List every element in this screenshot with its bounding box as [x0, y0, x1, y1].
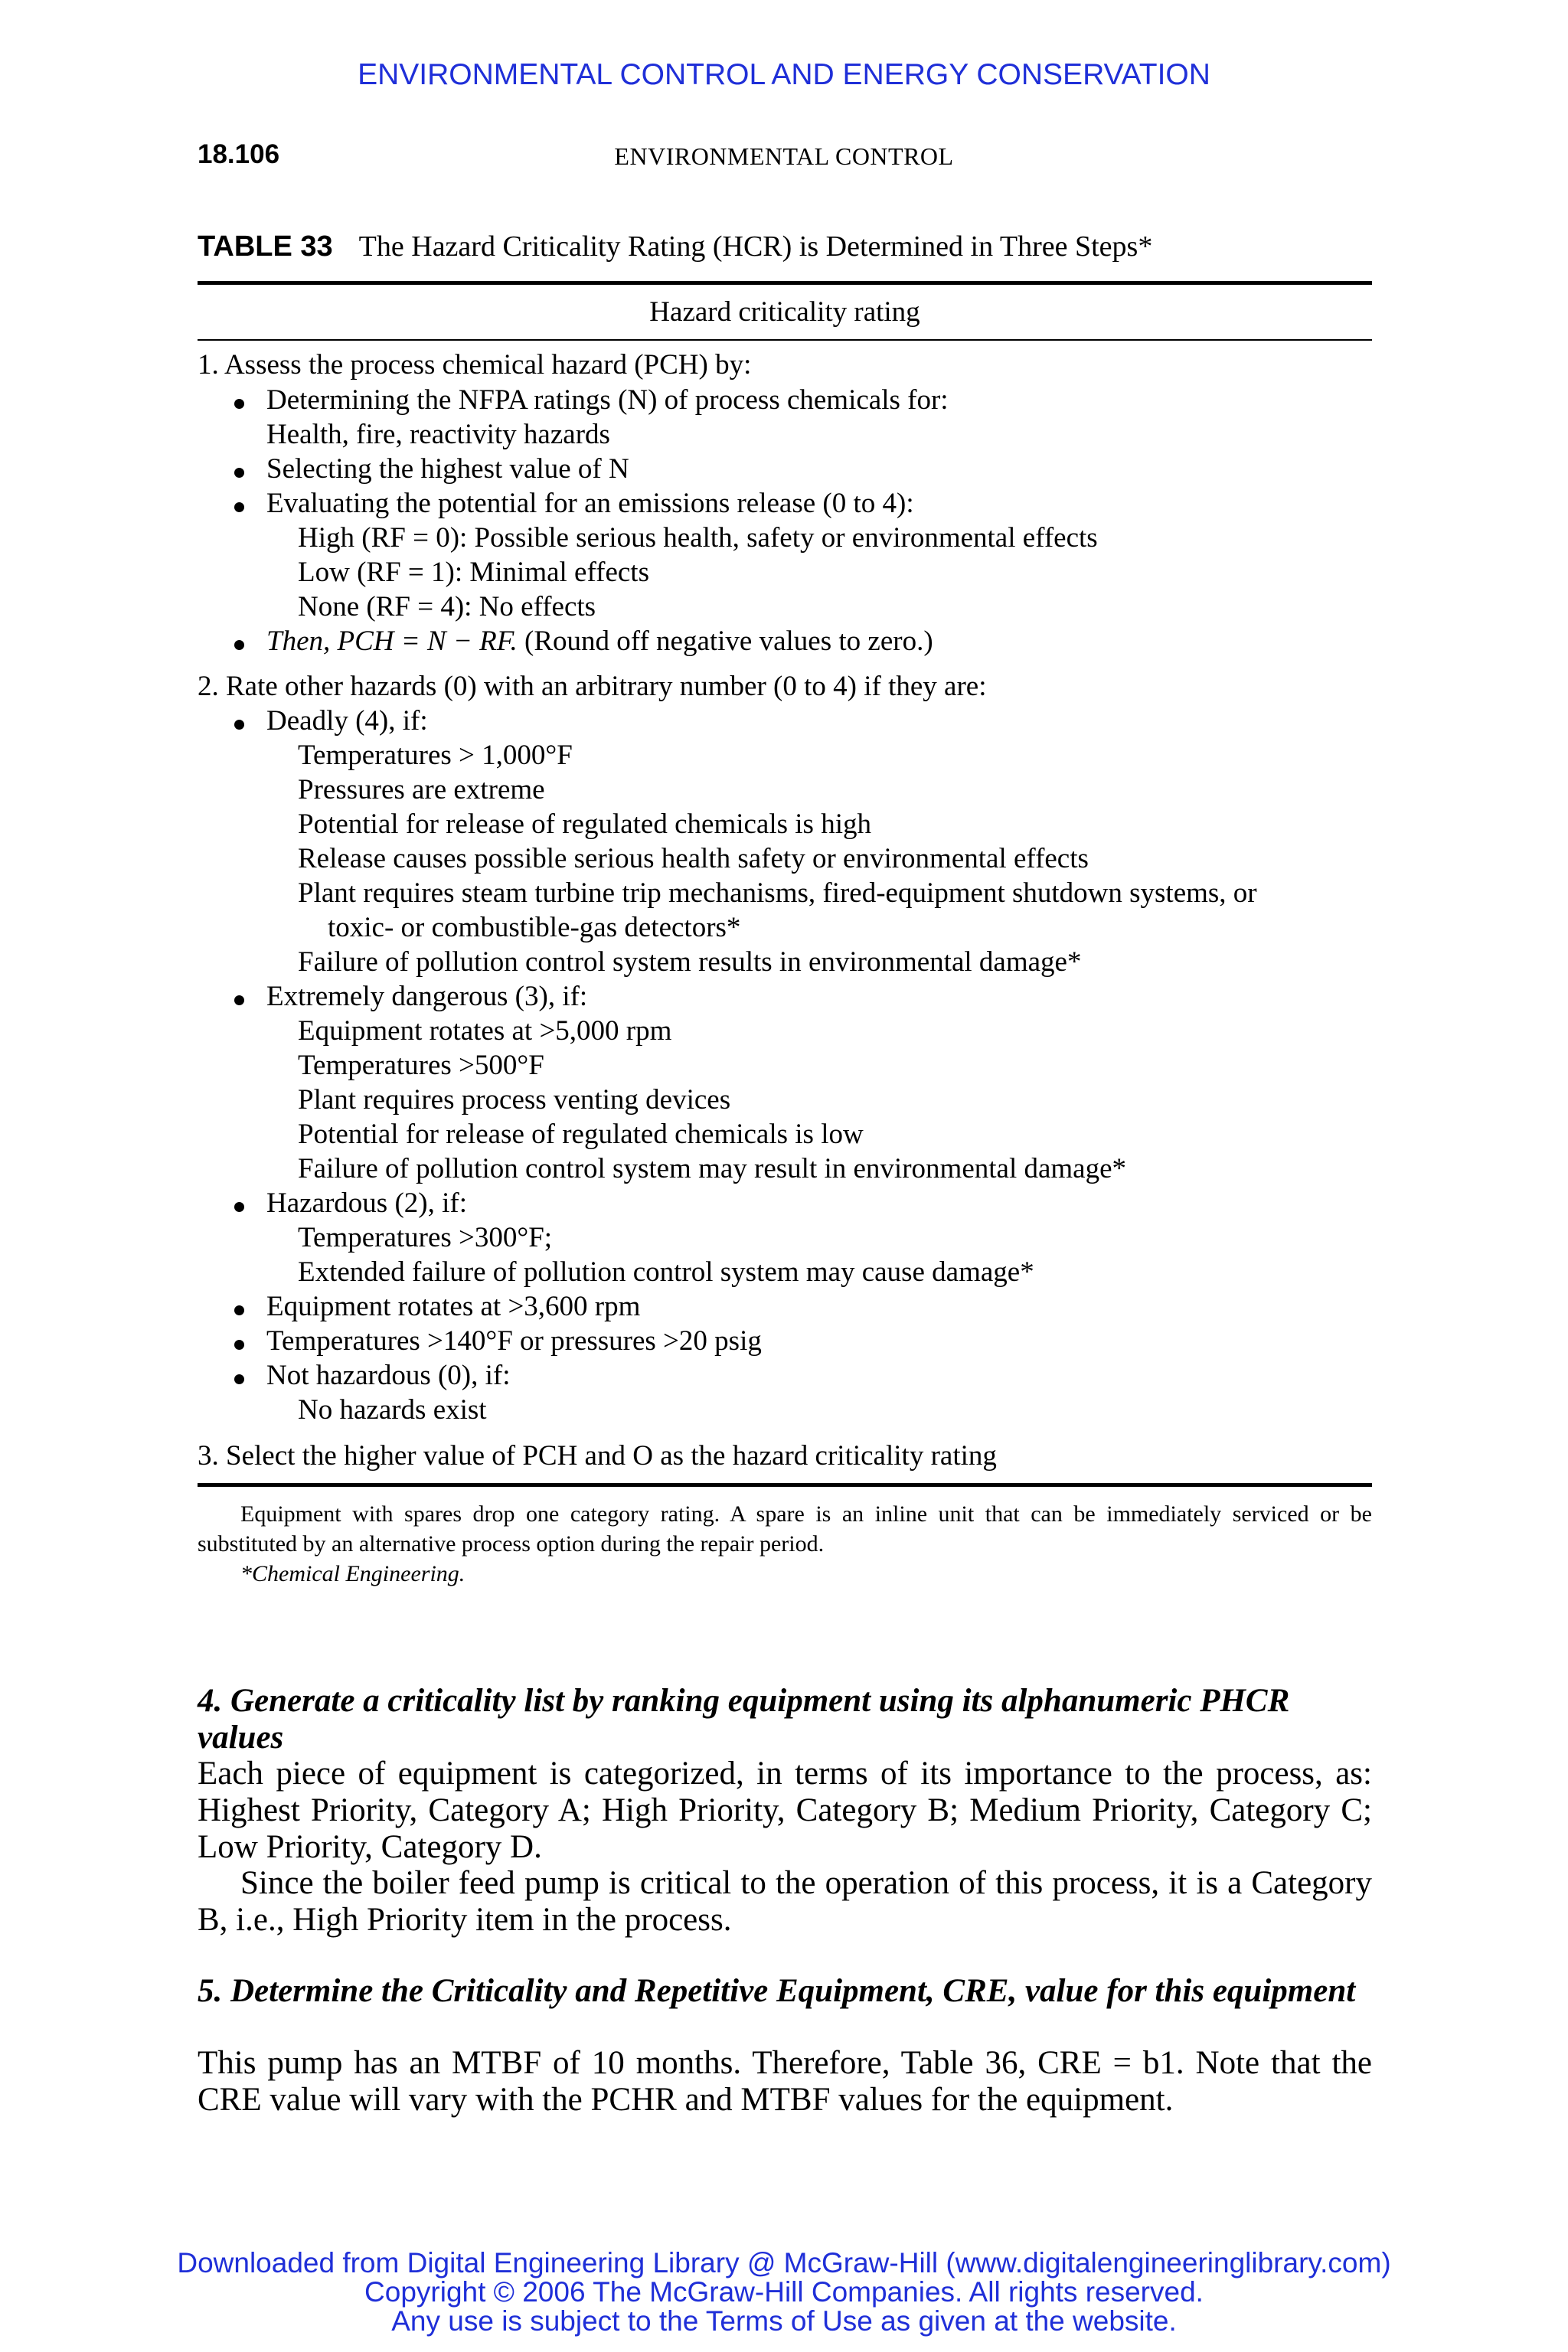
step-4-heading: 4. Generate a criticality list by ranking equipment using its alphanumeric PHCR values — [198, 1683, 1290, 1756]
bullet-icon — [234, 1305, 244, 1315]
footer-download-line: Downloaded from Digital Engineering Library @ McGraw-Hill (www.digitalengineeringlibrary.com) — [177, 2247, 1391, 2278]
table-row: toxic- or combustible-gas detectors* — [328, 912, 741, 943]
step-5-paragraph-1: This pump has an MTBF of 10 months. Therefore, Table 36, CRE = b1. Note that the CRE value will vary with the PCHR and MTBF values for the equipment. — [198, 2045, 1372, 2118]
table-label: TABLE 33 — [198, 230, 333, 263]
table-header-rule — [198, 339, 1372, 341]
table-row: Selecting the highest value of N — [266, 453, 629, 485]
bullet-icon — [234, 720, 244, 730]
table-row: None (RF = 4): No effects — [298, 591, 596, 622]
bullet-icon — [234, 1374, 244, 1384]
bullet-icon — [234, 995, 244, 1005]
step-5-heading: 5. Determine the Criticality and Repetitive Equipment, CRE, value for this equipment — [198, 1973, 1356, 2009]
table-row: Temperatures > 1,000°F — [298, 740, 573, 771]
table-row — [266, 624, 933, 658]
table-row: Plant requires process venting devices — [298, 1084, 731, 1116]
table-caption — [198, 230, 1152, 263]
table-row: Evaluating the potential for an emissions release (0 to 4): — [266, 488, 914, 519]
table-row: Temperatures >300°F; — [298, 1222, 553, 1253]
table-row: 1. Assess the process chemical hazard (PCH) by: — [198, 349, 752, 381]
bullet-icon — [234, 1202, 244, 1212]
footer-terms-line: Any use is subject to the Terms of Use as given at the website. — [391, 2305, 1177, 2337]
table-row: Equipment rotates at >3,600 rpm — [266, 1291, 641, 1322]
table-row: Not hazardous (0), if: — [266, 1360, 511, 1391]
table-title: The Hazard Criticality Rating (HCR) is Determined in Three Steps* — [358, 230, 1153, 263]
table-row: Extremely dangerous (3), if: — [266, 981, 588, 1012]
bullet-icon — [234, 502, 244, 512]
step-4-paragraph-2: Since the boiler feed pump is critical to the operation of this process, it is a Category B, i.e., High Priority item in the process. — [198, 1865, 1372, 1938]
bullet-icon — [234, 640, 244, 650]
table-row: Failure of pollution control system results in environmental damage* — [298, 946, 1082, 978]
table-row: Potential for release of regulated chemicals is high — [298, 808, 871, 840]
table-row: High (RF = 0): Possible serious health, safety or environmental effects — [298, 522, 1098, 554]
table-source: *Chemical Engineering. — [240, 1561, 466, 1586]
table-row: Hazardous (2), if: — [266, 1187, 467, 1219]
bullet-icon — [234, 399, 244, 409]
table-top-rule — [198, 281, 1372, 285]
table-row: Potential for release of regulated chemicals is low — [298, 1119, 864, 1150]
table-row: Release causes possible serious health safety or environmental effects — [298, 843, 1089, 874]
bullet-icon — [234, 1340, 244, 1350]
table-footnote: Equipment with spares drop one category rating. A spare is an inline unit that can be immediately serviced or be substituted by an alternative process option during the repair period. — [198, 1501, 1372, 1557]
table-row: Failure of pollution control system may result in environmental damage* — [298, 1153, 1127, 1184]
step-4-paragraph-1: Each piece of equipment is categorized, in terms of its importance to the process, as: Highest Priority, Category A; High Priority, Category B; Medium Priority, Category C; Low Priority, Category D. — [198, 1756, 1372, 1865]
pch-formula: Then, PCH = N − RF. — [266, 626, 518, 657]
table-row: Extended failure of pollution control system may cause damage* — [298, 1256, 1034, 1288]
table-row: Determining the NFPA ratings (N) of process chemicals for: — [266, 384, 949, 416]
table-row: Pressures are extreme — [298, 774, 545, 805]
table-row: Equipment rotates at >5,000 rpm — [298, 1015, 672, 1047]
footer-copyright-line: Copyright © 2006 The McGraw-Hill Companies. All rights reserved. — [364, 2276, 1204, 2308]
bullet-icon — [234, 468, 244, 478]
table-row: Deadly (4), if: — [266, 705, 428, 737]
table-row: Temperatures >140°F or pressures >20 psig — [266, 1325, 762, 1357]
table-row: Health, fire, reactivity hazards — [266, 419, 610, 450]
table-row: Temperatures >500°F — [298, 1050, 544, 1081]
page-banner: ENVIRONMENTAL CONTROL AND ENERGY CONSERVATION — [358, 58, 1210, 91]
table-row: No hazards exist — [298, 1394, 487, 1426]
running-head: ENVIRONMENTAL CONTROL — [614, 142, 954, 170]
table-bottom-rule — [198, 1483, 1372, 1487]
page-number: 18.106 — [198, 139, 280, 169]
rounding-note: (Round off negative values to zero.) — [524, 626, 933, 657]
table-row: 3. Select the higher value of PCH and O as the hazard criticality rating — [198, 1440, 997, 1472]
table-row: Plant requires steam turbine trip mechanisms, fired-equipment shutdown systems, or — [298, 877, 1257, 909]
table-row: Low (RF = 1): Minimal effects — [298, 557, 649, 588]
table-row: 2. Rate other hazards (0) with an arbitrary number (0 to 4) if they are: — [198, 671, 987, 702]
table-column-header: Hazard criticality rating — [649, 296, 920, 328]
